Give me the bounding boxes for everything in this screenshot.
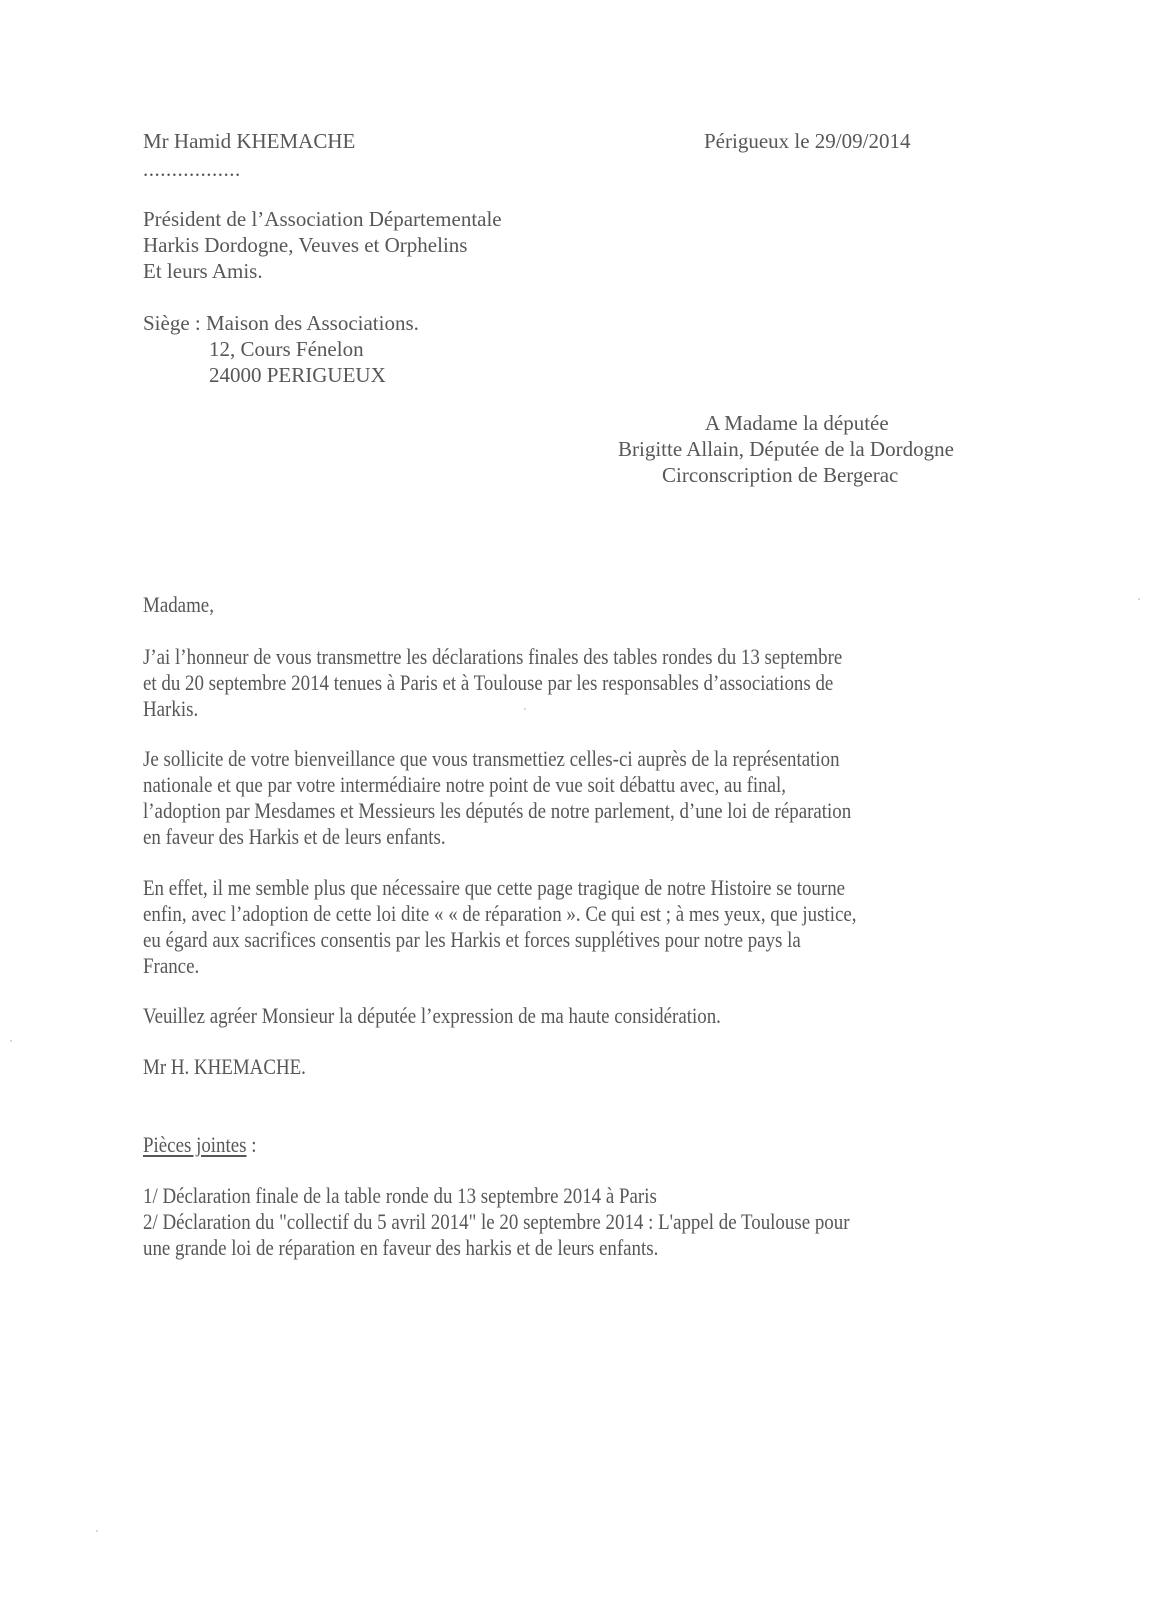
- place-date: Périgueux le 29/09/2014: [704, 129, 911, 153]
- sender-address-line-1: 12, Cours Fénelon: [209, 337, 364, 361]
- paragraph-line: l’adoption par Mesdames et Messieurs les députés de notre parlement, d’une loi de réparation: [143, 798, 852, 823]
- scan-speck: [524, 708, 526, 710]
- attachment-item-2-continued: une grande loi de réparation en faveur des harkis et de leurs enfants.: [143, 1235, 659, 1260]
- sender-name: Mr Hamid KHEMACHE: [143, 129, 356, 153]
- sender-title-line-2: Harkis Dordogne, Veuves et Orphelins: [143, 233, 468, 257]
- scan-speck: [10, 1040, 12, 1042]
- sender-dots: .................: [143, 157, 241, 181]
- scan-speck: [96, 1530, 98, 1532]
- paragraph-line: enfin, avec l’adoption de cette loi dite « « de réparation ». Ce qui est ; à mes yeux, que justice,: [143, 901, 857, 926]
- sender-seat: Siège : Maison des Associations.: [143, 311, 419, 335]
- salutation: Madame,: [143, 592, 214, 617]
- paragraph-line: Je sollicite de votre bienveillance que vous transmettiez celles-ci auprès de la représentation: [143, 746, 840, 771]
- signature: Mr H. KHEMACHE.: [143, 1054, 306, 1079]
- scan-speck: [1138, 598, 1140, 600]
- paragraph-line: France.: [143, 953, 200, 978]
- sender-title-line-1: Président de l’Association Départementale: [143, 207, 502, 231]
- paragraph-line: J’ai l’honneur de vous transmettre les déclarations finales des tables rondes du 13 septembre: [143, 644, 843, 669]
- paragraph-line: et du 20 septembre 2014 tenues à Paris et à Toulouse par les responsables d’associations de: [143, 670, 834, 695]
- sender-address-line-2: 24000 PERIGUEUX: [209, 363, 386, 387]
- attachments-heading-label: Pièces jointes: [143, 1132, 247, 1157]
- recipient-line-1: A Madame la députée: [705, 411, 889, 435]
- attachment-item-2: 2/ Déclaration du "collectif du 5 avril 2014" le 20 septembre 2014 : L'appel de Toulouse pour: [143, 1209, 850, 1234]
- attachments-heading-colon: :: [246, 1132, 257, 1157]
- sender-title-line-3: Et leurs Amis.: [143, 259, 263, 283]
- paragraph-line: en faveur des Harkis et de leurs enfants.: [143, 824, 446, 849]
- paragraph-line: eu égard aux sacrifices consentis par les Harkis et forces supplétives pour notre pays la: [143, 927, 801, 952]
- paragraph-line: nationale et que par votre intermédiaire notre point de vue soit débattu avec, au final,: [143, 772, 787, 797]
- paragraph-line: En effet, il me semble plus que nécessaire que cette page tragique de notre Histoire se tourne: [143, 875, 846, 900]
- recipient-line-2: Brigitte Allain, Députée de la Dordogne: [618, 437, 954, 461]
- recipient-line-3: Circonscription de Bergerac: [662, 463, 899, 487]
- closing-formula: Veuillez agréer Monsieur la députée l’expression de ma haute considération.: [143, 1003, 721, 1028]
- attachments-heading: [143, 1132, 257, 1158]
- attachment-item-1: 1/ Déclaration finale de la table ronde du 13 septembre 2014 à Paris: [143, 1183, 657, 1208]
- paragraph-line: Harkis.: [143, 696, 199, 721]
